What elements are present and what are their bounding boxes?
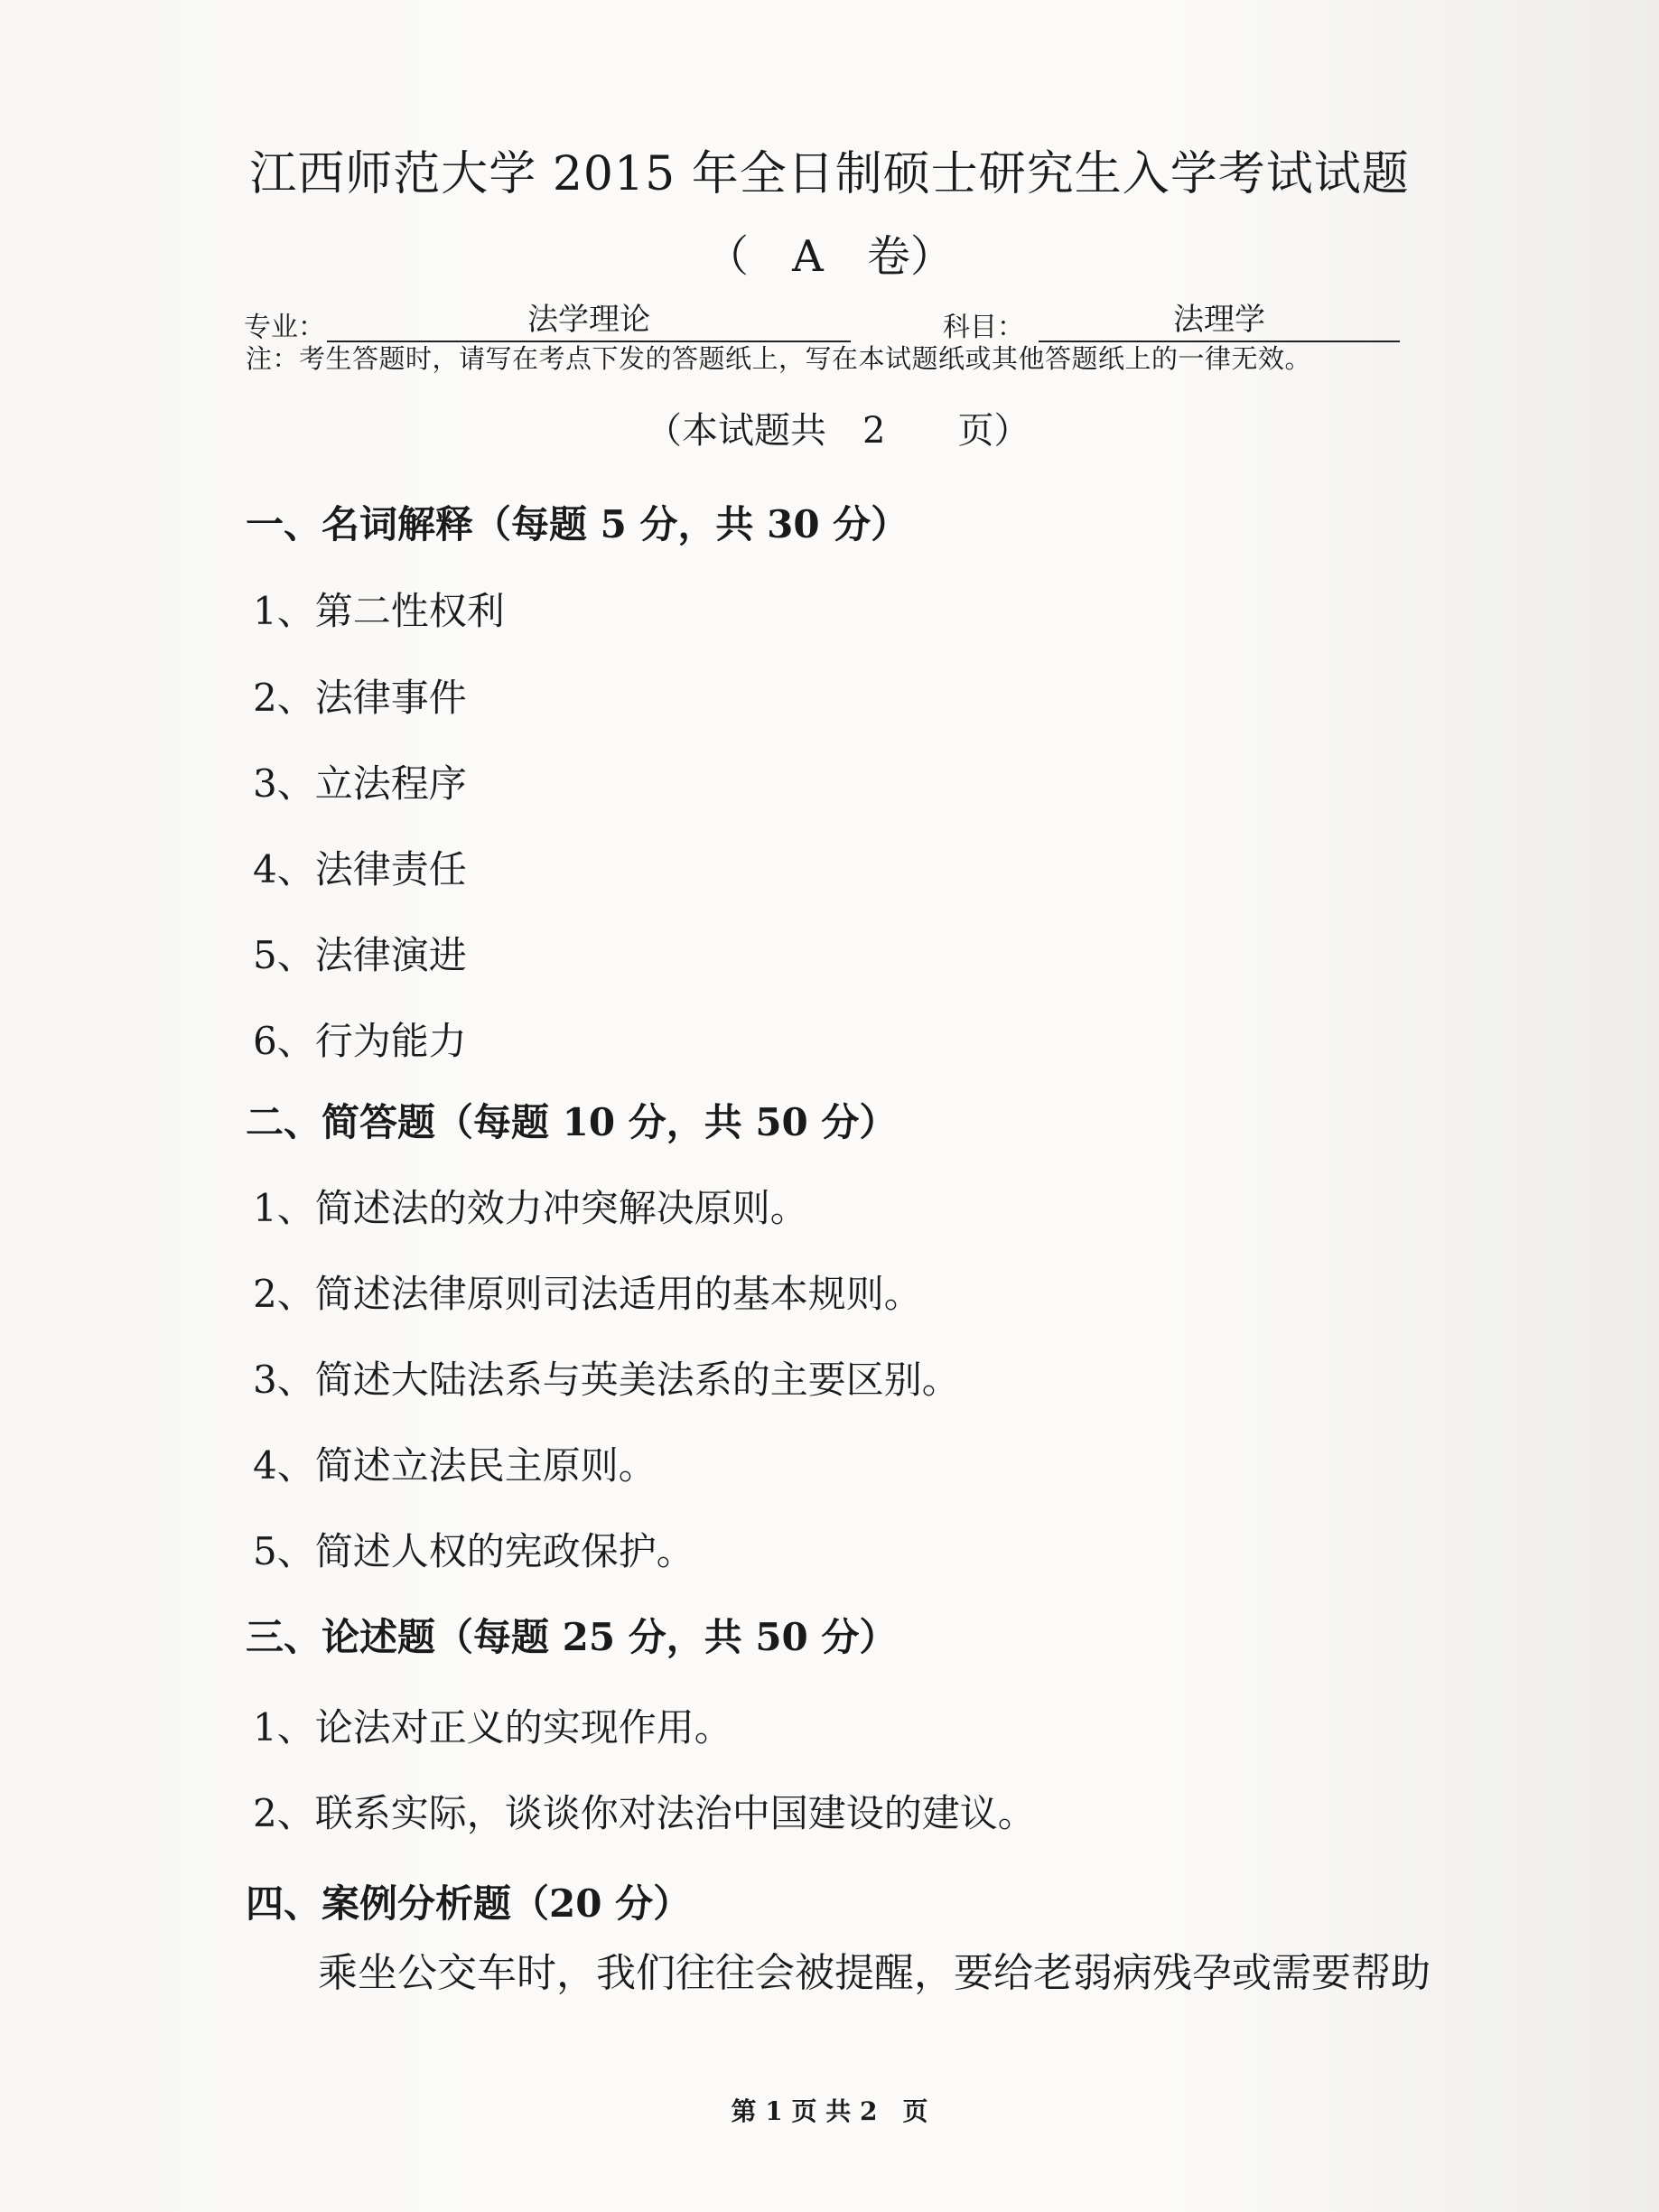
section-4-heading: 四、案例分析题（20 分） [246,1881,692,1926]
case-text: 乘坐公交车时，我们往往会被提醒，要给老弱病残孕或需要帮助 [318,1950,1431,1996]
subject-value: 法理学 [1039,294,1400,342]
section-1-heading: 一、名词解释（每题 5 分，共 30 分） [246,502,909,546]
page-footer: 第 1 页 共 2 页 [731,2096,928,2126]
question-3-2: 2、联系实际，谈谈你对法治中国建设的建议。 [253,1791,1036,1835]
question-1-2: 2、法律事件 [253,676,467,720]
page-count-note: （本试题共 2 页） [646,410,1030,452]
exam-volume: （ A 卷） [705,231,954,282]
question-1-3: 3、立法程序 [253,761,467,806]
question-2-3: 3、简述大陆法系与英美法系的主要区别。 [253,1358,960,1402]
major-value: 法学理论 [327,294,851,342]
exam-title: 江西师范大学 2015 年全日制硕士研究生入学考试试题 [249,147,1410,201]
question-2-4: 4、简述立法民主原则。 [253,1443,657,1488]
exam-notice: 注：考生答题时，请写在考点下发的答题纸上，写在本试题纸或其他答题纸上的一律无效。 [246,343,1312,374]
question-1-5: 5、法律演进 [253,933,467,977]
question-2-5: 5、简述人权的宪政保护。 [253,1529,694,1573]
question-2-1: 1、简述法的效力冲突解决原则。 [253,1186,808,1230]
question-2-2: 2、简述法律原则司法适用的基本规则。 [253,1272,922,1316]
subject-label: 科目： [943,312,1024,343]
question-1-6: 6、行为能力 [253,1019,467,1063]
section-3-heading: 三、论述题（每题 25 分，共 50 分） [246,1615,898,1659]
section-2-heading: 二、简答题（每题 10 分，共 50 分） [246,1100,898,1144]
question-1-4: 4、法律责任 [253,847,467,891]
question-1-1: 1、第二性权利 [253,589,505,633]
major-label: 专业： [244,312,325,343]
question-3-1: 1、论法对正义的实现作用。 [253,1705,732,1750]
